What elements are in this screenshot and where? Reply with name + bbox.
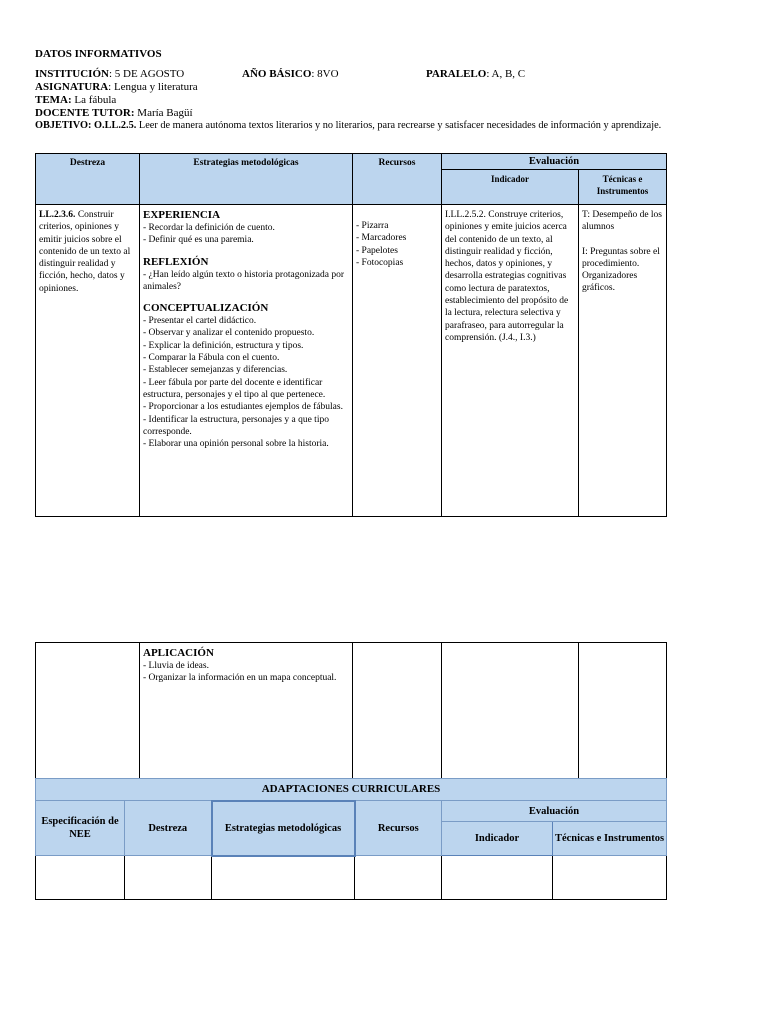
header-estrategias: Estrategias metodológicas <box>140 154 353 205</box>
list-item: - Recordar la definición de cuento. <box>143 223 275 233</box>
list-item: - Proporcionar a los estudiantes ejemplos de fábulas. <box>143 402 343 413</box>
institucion-label: INSTITUCIÓN <box>35 68 109 80</box>
empty-cell <box>442 856 553 900</box>
empty-cell <box>553 856 667 900</box>
aplicacion-title: APLICACIÓN <box>143 647 214 659</box>
header-destreza: Destreza <box>125 801 212 856</box>
tema-value: La fábula <box>71 94 117 106</box>
paralelo-label: PARALELO <box>426 68 487 80</box>
empty-cell <box>355 856 442 900</box>
anio-value: : 8VO <box>311 68 339 80</box>
asignatura-label: ASIGNATURA <box>35 81 109 93</box>
anio-label: AÑO BÁSICO <box>242 68 312 80</box>
empty-cell <box>125 856 212 900</box>
list-item: - Marcadores <box>356 233 407 244</box>
objetivo-line <box>35 120 661 133</box>
destreza-text: Construir criterios, opiniones y emitir juicios sobre el contenido de un texto al distinguir realidad y ficción, hecho, datos y opiniones. <box>39 210 131 294</box>
recursos-cell <box>353 205 442 517</box>
tema-label: TEMA: <box>35 94 72 106</box>
anio-line <box>242 68 339 81</box>
header-tecnicas: Técnicas e Instrumentos <box>553 822 667 856</box>
indicador-cell: I.LL.2.5.2. Construye criterios, opiniones y emite juicios acerca del contenido de un texto, al distinguir realidad y ficción, hechos, datos y opiniones, y desarrolla estrategias cognitivas como lectura de paratextos, establecimiento del propósito de la lectura, relectura selectiva y parafraseo, para autorregular la comprensión. (J.4., I.3.) <box>442 205 579 517</box>
header-tecnicas: Técnicas e Instrumentos <box>579 170 667 205</box>
adaptaciones-title: ADAPTACIONES CURRICULARES <box>36 779 667 801</box>
empty-cell <box>353 643 442 779</box>
list-item: - Definir qué es una paremia. <box>143 235 254 246</box>
aplicacion-cell <box>140 643 353 779</box>
objetivo-label: OBJETIVO: O.LL.2.5. <box>35 120 137 131</box>
doc-title: DATOS INFORMATIVOS <box>35 48 162 60</box>
institucion-value: : 5 DE AGOSTO <box>108 68 185 80</box>
header-indicador: Indicador <box>442 170 579 205</box>
adaptaciones-table <box>35 778 667 900</box>
empty-cell <box>442 643 579 779</box>
header-especificacion: Especificación de NEE <box>36 801 125 856</box>
planning-table <box>35 153 667 517</box>
list-item: - Lluvia de ideas. <box>143 661 209 671</box>
paralelo-line <box>426 68 525 81</box>
docente-label: DOCENTE TUTOR: <box>35 107 135 119</box>
tema-line <box>35 94 116 107</box>
tecnicas-cell <box>579 205 667 517</box>
header-recursos: Recursos <box>353 154 442 205</box>
reflexion-title: REFLEXIÓN <box>143 255 209 268</box>
asignatura-value: : Lengua y literatura <box>108 81 198 93</box>
empty-cell <box>212 856 355 900</box>
institucion-line <box>35 68 184 81</box>
destreza-cell <box>36 205 140 517</box>
list-item: - Identificar la estructura, personajes y a que tipo corresponde. <box>143 414 329 437</box>
list-item: - Organizar la información en un mapa conceptual. <box>143 673 337 684</box>
header-evaluacion: Evaluación <box>442 801 667 822</box>
header-indicador: Indicador <box>442 822 553 856</box>
header-estrategias: Estrategias metodológicas <box>212 801 355 856</box>
list-item: - Leer fábula por parte del docente e identificar estructura, personajes y el tipo al que pertenece. <box>143 377 326 400</box>
asignatura-line <box>35 81 198 94</box>
destreza-code: LL.2.3.6. <box>39 210 76 220</box>
experiencia-title: EXPERIENCIA <box>143 209 221 221</box>
list-item: - Establecer semejanzas y diferencias. <box>143 365 288 376</box>
list-item: - Fotocopias <box>356 257 404 268</box>
list-item: - Elaborar una opinión personal sobre la historia. <box>143 439 329 450</box>
empty-cell <box>579 643 667 779</box>
header-recursos: Recursos <box>355 801 442 856</box>
empty-cell <box>36 643 140 779</box>
paralelo-value: : A, B, C <box>486 68 526 80</box>
objetivo-value: Leer de manera autónoma textos literarios y no literarios, para recrearse y satisfacer necesidades de información y aprendizaje. <box>136 120 662 131</box>
list-item: - Pizarra <box>356 221 389 231</box>
tecnicas-t: T: Desempeño de los alumnos <box>582 210 662 233</box>
list-item: - Observar y analizar el contenido propuesto. <box>143 328 315 339</box>
docente-line <box>35 107 193 120</box>
list-item: - ¿Han leído algún texto o historia protagonizada por animales? <box>143 269 345 292</box>
list-item: - Papelotes <box>356 245 398 256</box>
empty-cell <box>36 856 125 900</box>
tecnicas-i: I: Preguntas sobre el procedimiento. Organizadores gráficos. <box>582 246 660 294</box>
conceptualizacion-title: CONCEPTUALIZACIÓN <box>143 302 269 315</box>
docente-value: María Bagüí <box>134 107 193 119</box>
header-destreza: Destreza <box>36 154 140 205</box>
estrategias-cell <box>140 205 353 517</box>
continuation-table <box>35 642 667 779</box>
list-item: - Comparar la Fábula con el cuento. <box>143 353 280 364</box>
list-item: - Presentar el cartel didáctico. <box>143 316 257 327</box>
header-evaluacion: Evaluación <box>442 154 667 170</box>
list-item: - Explicar la definición, estructura y tipos. <box>143 340 304 351</box>
